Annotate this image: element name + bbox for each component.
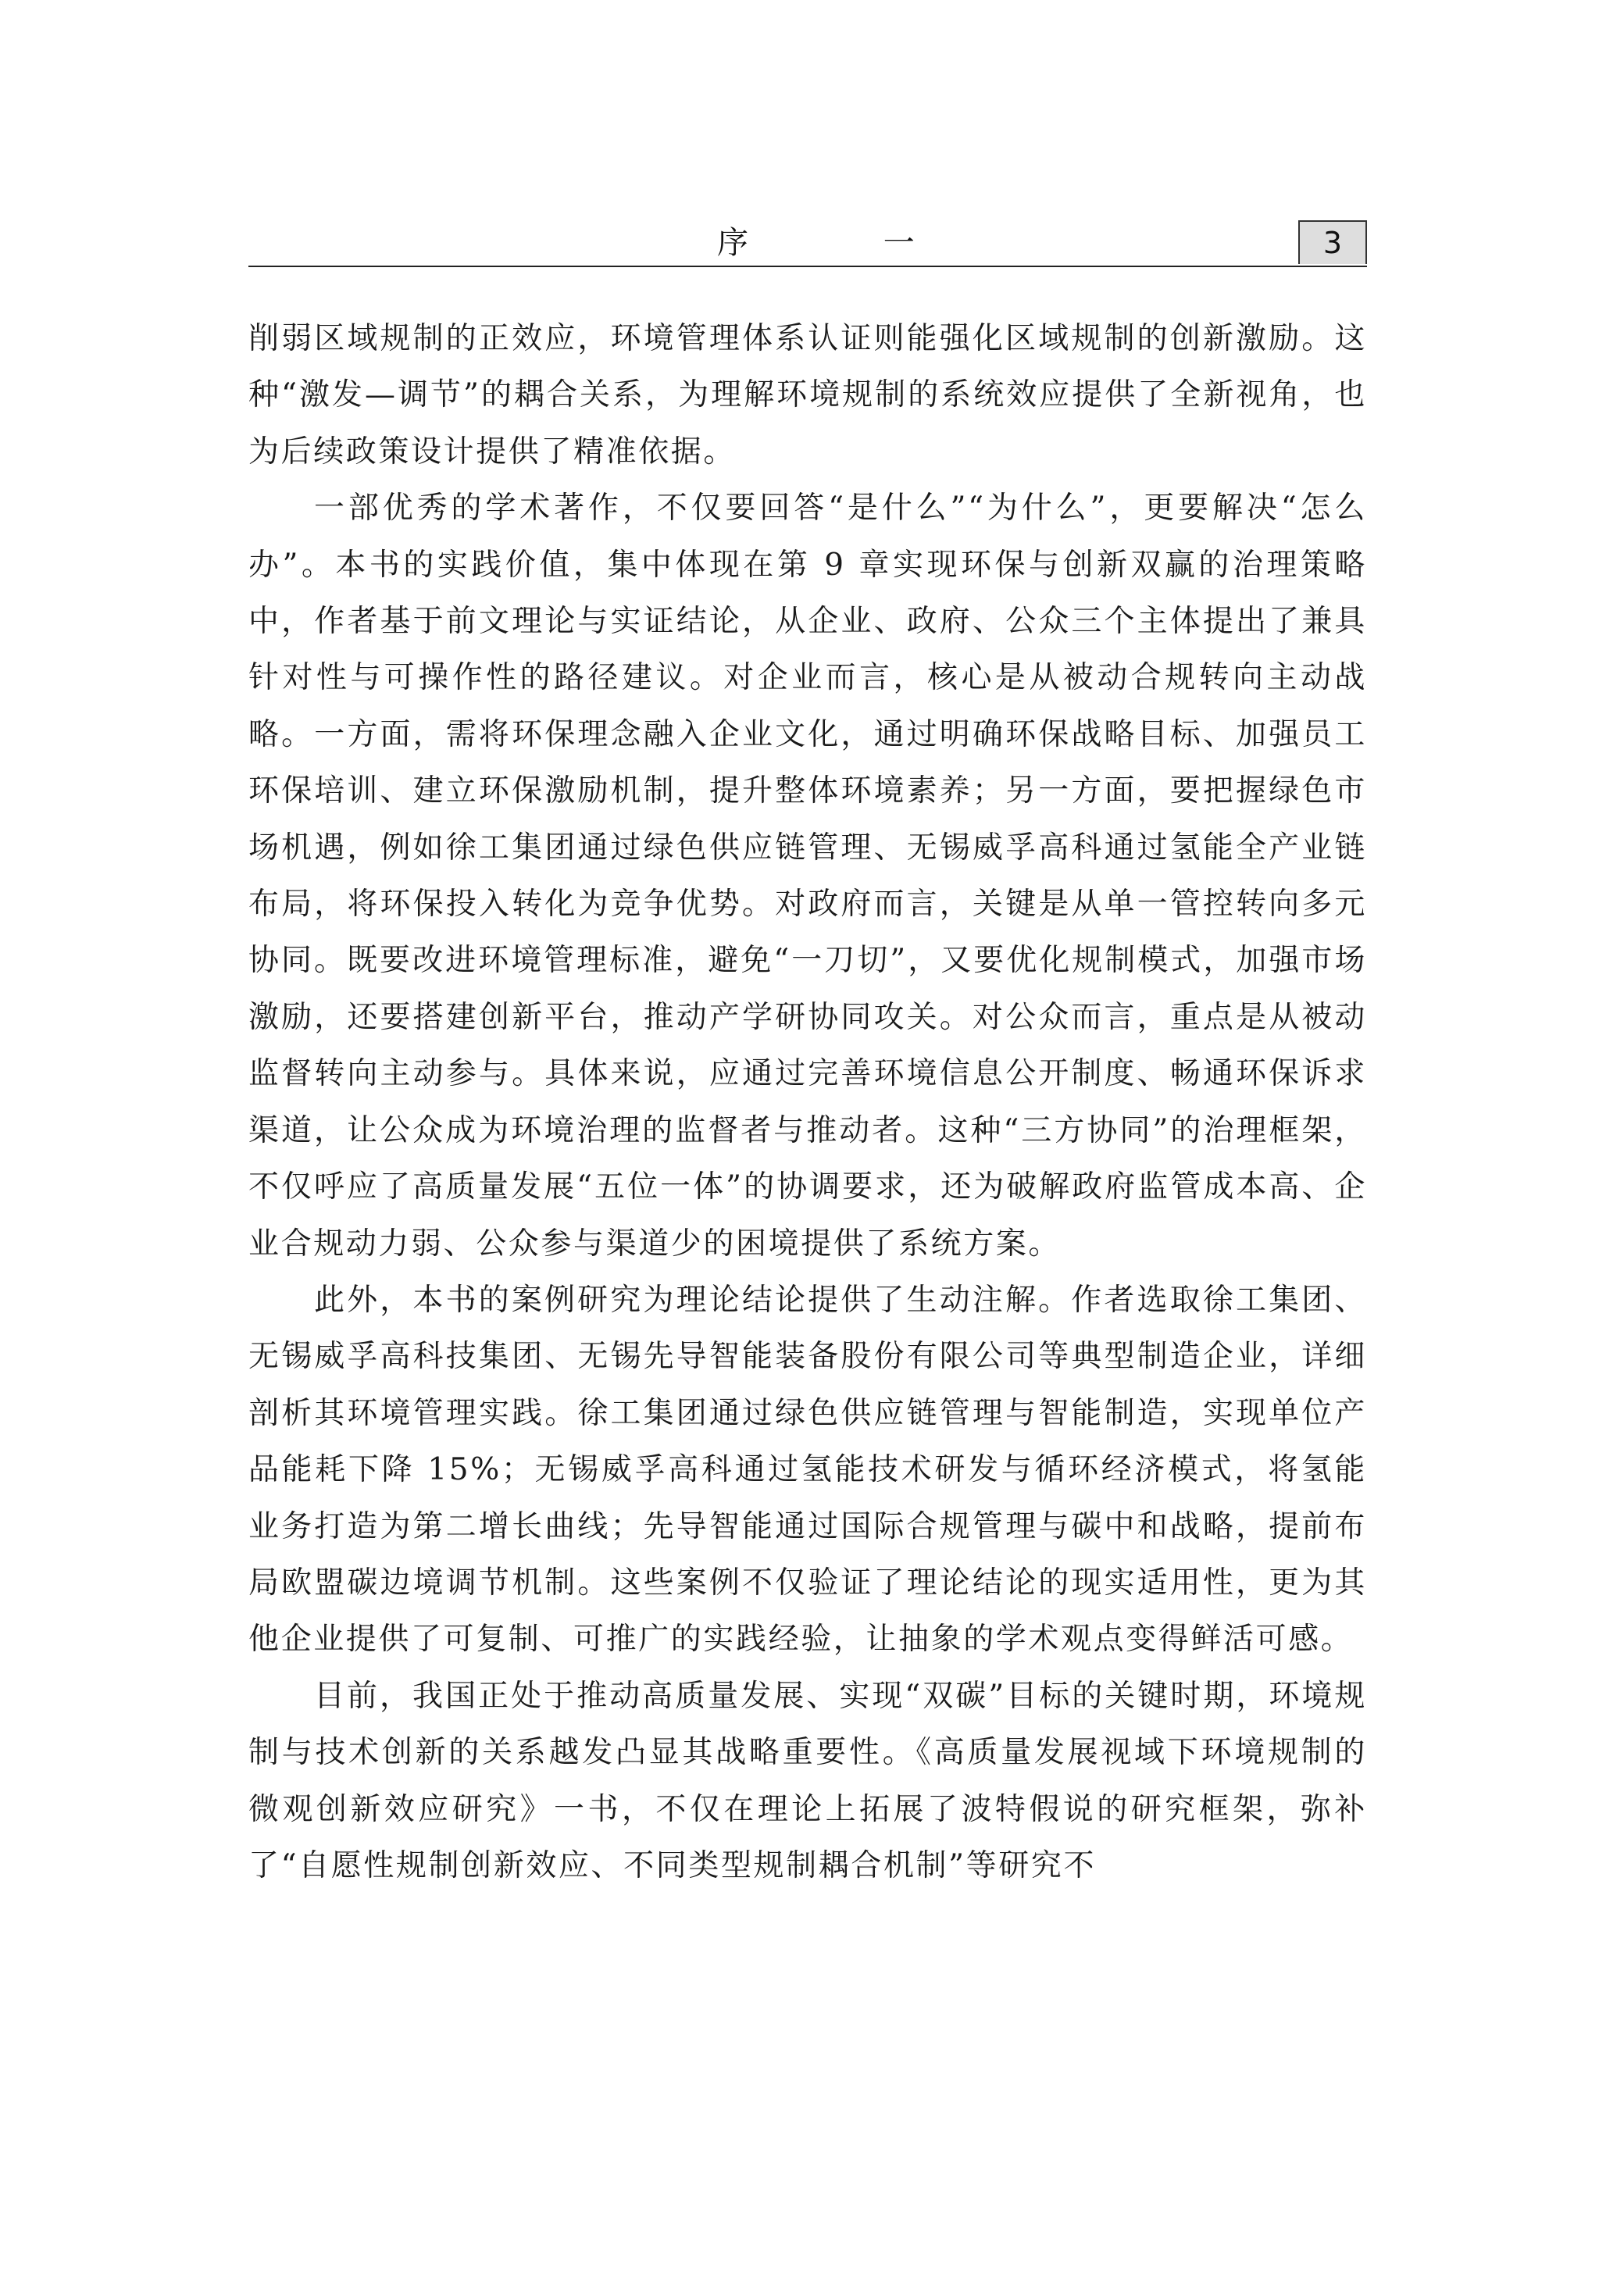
paragraph: 目前，我国正处于推动高质量发展、实现“双碳”目标的关键时期，环境规制与技术创新的关系越发凸显其战略重要性。《高质量发展视域下环境规制的微观创新效应研究》一书，不仅在理论上拓展了波特假说的研究框架，弥补了“自愿性规制创新效应、不同类型规制耦合机制”等研究不 (248, 1678, 1367, 1883)
paragraph: 一部优秀的学术著作，不仅要回答“是什么”“为什么”，更要解决“怎么办”。本书的实践价值，集中体现在第 9 章实现环保与创新双赢的治理策略中，作者基于前文理论与实证结论，从企业、政府、公众三个主体提出了兼具针对性与可操作性的路径建议。对企业而言，核心是从被动合规转向主动战略。一方面，需将环保理念融入企业文化，通过明确环保战略目标、加强员工环保培训、建立环保激励机制，提升整体环境素养；另一方面，要把握绿色市场机遇，例如徐工集团通过绿色供应链管理、无锡威孚高科通过氢能全产业链布局，将环保投入转化为竞争优势。对政府而言，关键是从单一管控转向多元协同。既要改进环境管理标准，避免“一刀切”，又要优化规制模式，加强市场激励，还要搭建创新平台，推动产学研协同攻关。对公众而言，重点是从被动监督转向主动参与。具体来说，应通过完善环境信息公开制度、畅通环保诉求渠道，让公众成为环境治理的监督者与推动者。这种“三方协同”的治理框架，不仅呼应了高质量发展“五位一体”的协调要求，还为破解政府监管成本高、企业合规动力弱、公众参与渠道少的困境提供了系统方案。 (248, 491, 1367, 1262)
paragraph: 此外，本书的案例研究为理论结论提供了生动注解。作者选取徐工集团、无锡威孚高科技集团、无锡先导智能装备股份有限公司等典型制造企业，详细剖析其环境管理实践。徐工集团通过绿色供应链管理与智能制造，实现单位产品能耗下降 15%；无锡威孚高科通过氢能技术研发与循环经济模式，将氢能业务打造为第二增长曲线；先导智能通过国际合规管理与碳中和战略，提前布局欧盟碳边境调节机制。这些案例不仅验证了理论结论的现实适用性，更为其他企业提供了可复制、可推广的实践经验，让抽象的学术观点变得鲜活可感。 (248, 1282, 1367, 1658)
chapter-title: 序 一 (717, 225, 977, 261)
body-text (248, 311, 1367, 1894)
running-header (248, 220, 1367, 267)
page-number: 3 (1298, 220, 1367, 264)
paragraph: 削弱区域规制的正效应，环境管理体系认证则能强化区域规制的创新激励。这种“激发—调节”的耦合关系，为理解环境规制的系统效应提供了全新视角，也为后续政策设计提供了精准依据。 (248, 321, 1367, 469)
